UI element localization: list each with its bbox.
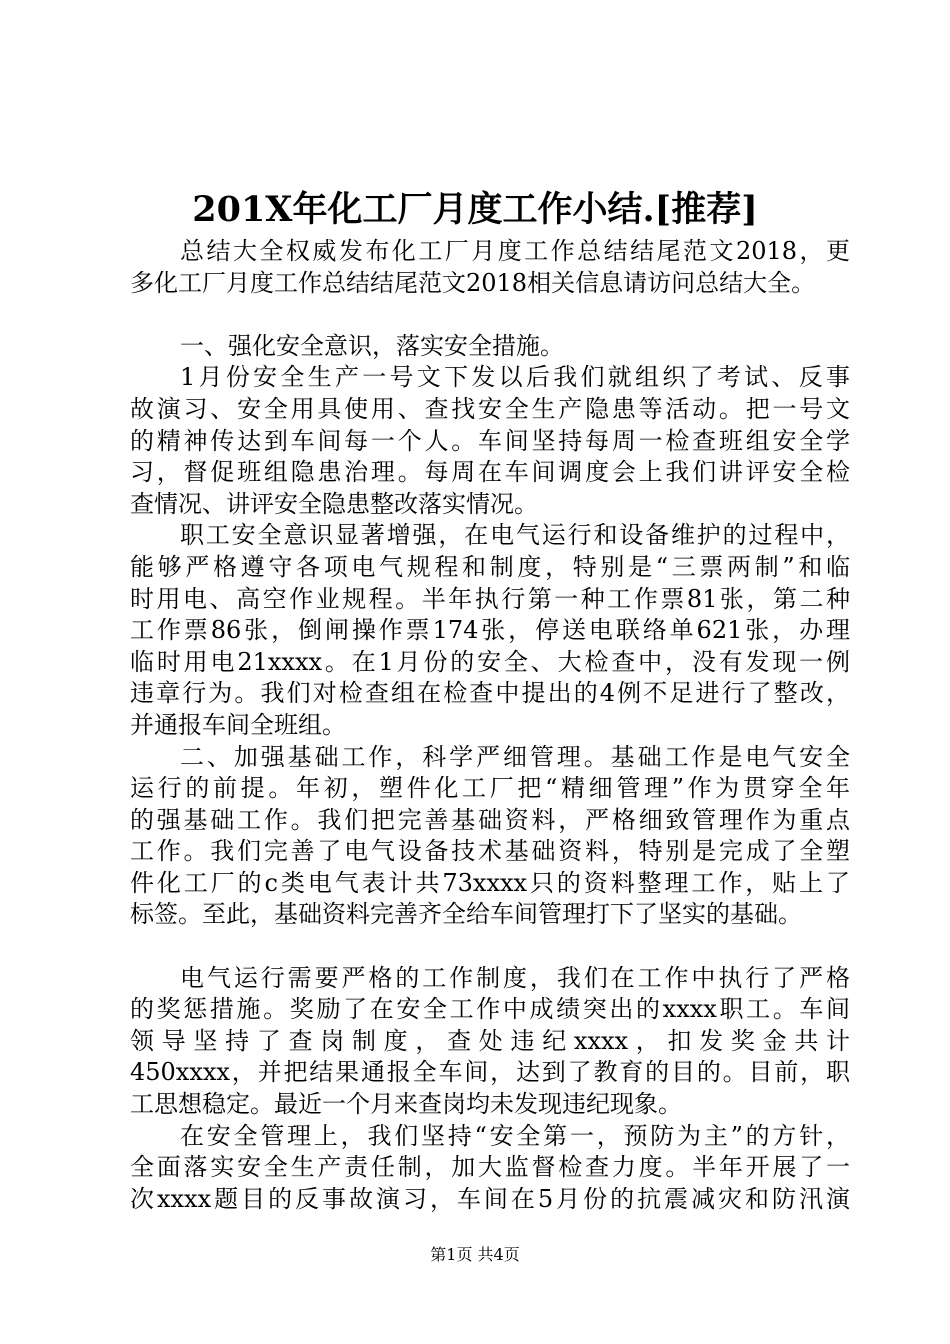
paragraph-line: 二、加强基础工作，科学严细管理。基础工作是电气安全 bbox=[180, 742, 850, 771]
paragraph-line: 工作。我们完善了电气设备技术基础资料，特别是完成了全塑 bbox=[130, 837, 850, 866]
document-title: 201X年化工厂月度工作小结.[推荐] bbox=[192, 189, 758, 230]
paragraph-line: 多化工厂月度工作总结结尾范文2018相关信息请访问总结大全。 bbox=[130, 268, 816, 297]
paragraph-line: 时用电、高空作业规程。半年执行第一种工作票81张，第二种 bbox=[130, 584, 850, 613]
paragraph-gap bbox=[130, 931, 850, 963]
paragraph-line: 习，督促班组隐患治理。每周在车间调度会上我们讲评安全检 bbox=[130, 458, 850, 487]
paragraph-line: 的奖惩措施。奖励了在安全工作中成绩突出的xxxx职工。车间 bbox=[130, 995, 850, 1024]
paragraph-line: 能够严格遵守各项电气规程和制度，特别是“三票两制”和临 bbox=[130, 552, 850, 581]
paragraph-line: 的精神传达到车间每一个人。车间坚持每周一检查班组安全学 bbox=[130, 426, 850, 455]
paragraph-line: 职工安全意识显著增强，在电气运行和设备维护的过程中， bbox=[180, 521, 850, 550]
paragraph-line: 450xxxx，并把结果通报全车间，达到了教育的目的。目前，职 bbox=[130, 1058, 850, 1087]
section-heading: 一、强化安全意识，落实安全措施。 bbox=[180, 331, 564, 360]
paragraph-line: 运行的前提。年初，塑件化工厂把“精细管理”作为贯穿全年 bbox=[130, 774, 850, 803]
paragraph-line: 次xxxx题目的反事故演习，车间在5月份的抗震减灾和防汛演 bbox=[130, 1184, 850, 1213]
paragraph-line: 查情况、讲评安全隐患整改落实情况。 bbox=[130, 489, 538, 518]
paragraph-line: 的强基础工作。我们把完善基础资料，严格细致管理作为重点 bbox=[130, 805, 850, 834]
paragraph-line: 违章行为。我们对检查组在检查中提出的4例不足进行了整改， bbox=[130, 679, 850, 708]
paragraph-gap bbox=[130, 299, 850, 331]
paragraph-line: 标签。至此，基础资料完善齐全给车间管理打下了坚实的基础。 bbox=[130, 900, 802, 929]
paragraph-line: 领导坚持了查岗制度，查处违纪xxxx，扣发奖金共计 bbox=[130, 1026, 850, 1055]
paragraph-line: 在安全管理上，我们坚持“安全第一，预防为主”的方针， bbox=[180, 1121, 850, 1150]
paragraph-line: 故演习、安全用具使用、查找安全生产隐患等活动。把一号文 bbox=[130, 394, 850, 423]
paragraph-line: 工思想稳定。最近一个月来查岗均未发现违纪现象。 bbox=[130, 1090, 682, 1119]
paragraph-line: 工作票86张，倒闸操作票174张，停送电联络单621张，办理 bbox=[130, 616, 850, 645]
paragraph-line: 并通报车间全班组。 bbox=[130, 710, 346, 739]
page-footer: 第1页 共4页 bbox=[430, 1245, 520, 1264]
paragraph-line: 全面落实安全生产责任制，加大监督检查力度。半年开展了一 bbox=[130, 1153, 850, 1182]
paragraph-line: 总结大全权威发布化工厂月度工作总结结尾范文2018，更 bbox=[180, 237, 850, 265]
paragraph-line: 件化工厂的c类电气表计共73xxxx只的资料整理工作，贴上了 bbox=[130, 868, 850, 897]
document-body bbox=[130, 236, 850, 1215]
paragraph-line: 临时用电21xxxx。在1月份的安全、大检查中，没有发现一例 bbox=[130, 647, 850, 676]
paragraph-line: 1月份安全生产一号文下发以后我们就组织了考试、反事 bbox=[180, 363, 850, 392]
paragraph-line: 电气运行需要严格的工作制度，我们在工作中执行了严格 bbox=[180, 963, 850, 992]
